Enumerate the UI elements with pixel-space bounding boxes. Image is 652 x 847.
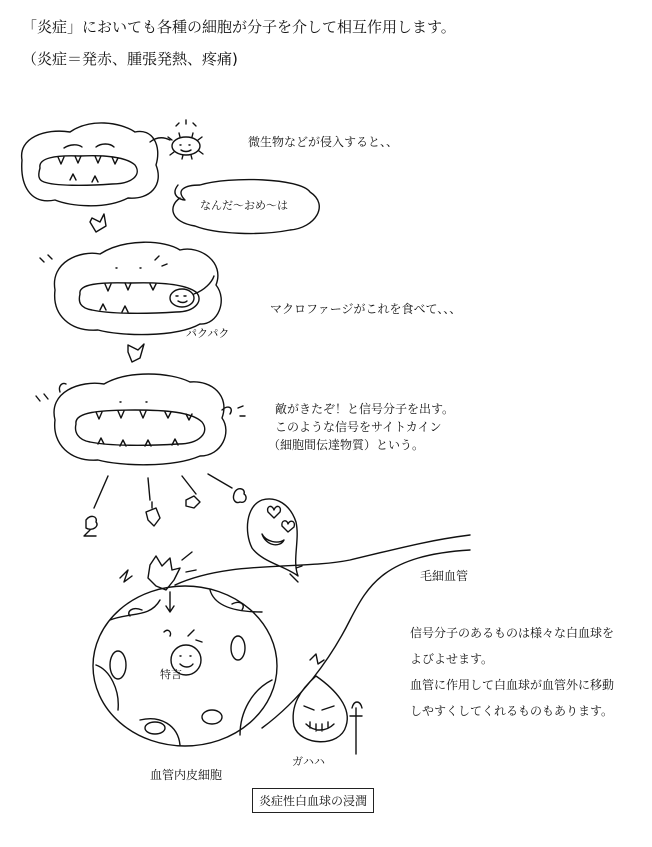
leukocyte-sound: ガハハ xyxy=(292,755,325,768)
cytokine-signals xyxy=(84,474,246,536)
arrow-down-2 xyxy=(128,344,144,362)
eating-sound: パクパク xyxy=(186,327,230,340)
arrow-down-1 xyxy=(90,214,106,232)
explanation-line-1: 信号分子のあるものは様々な白血球を xyxy=(410,626,615,640)
step3-line-1: 敵がきたぞ！と信号分子を出す。 xyxy=(275,402,455,416)
nucleus-mark: 特言 xyxy=(160,668,182,681)
microbe xyxy=(168,120,203,159)
cytokine-character xyxy=(247,499,302,582)
speech-text: なんだ〜おめ〜は xyxy=(200,199,288,212)
page-title: 「炎症」においても各種の細胞が分子を介して相互作用します。 xyxy=(22,18,456,36)
step1-caption: 微生物などが侵入すると、、 xyxy=(248,135,399,149)
capillary-label: 毛細血管 xyxy=(420,569,469,583)
endothelial-label: 血管内皮細胞 xyxy=(150,768,223,782)
explanation-line-3: 血管に作用して白血球が血管外に移動 xyxy=(410,678,615,692)
macrophage-cell-1 xyxy=(22,123,170,206)
step3-line-3: （細胞間伝達物質）という。 xyxy=(268,438,425,452)
page-subtitle: （炎症＝発赤、腫張発熱、疼痛) xyxy=(22,50,238,68)
explanation-line-4: しやすくしてくれるものもあります。 xyxy=(410,704,614,718)
explanation-line-2: よびよせます。 xyxy=(410,652,494,666)
infiltration-box: 炎症性白血球の浸潤 xyxy=(252,788,374,813)
step3-line-2: このような信号をサイトカイン xyxy=(275,420,442,434)
endothelial-cell xyxy=(93,586,277,746)
step2-caption: マクロファージがこれを食べて、、、 xyxy=(270,302,462,316)
macrophage-cell-3 xyxy=(36,374,245,465)
leukocyte-character xyxy=(293,654,362,754)
macrophage-cell-2 xyxy=(40,242,221,334)
